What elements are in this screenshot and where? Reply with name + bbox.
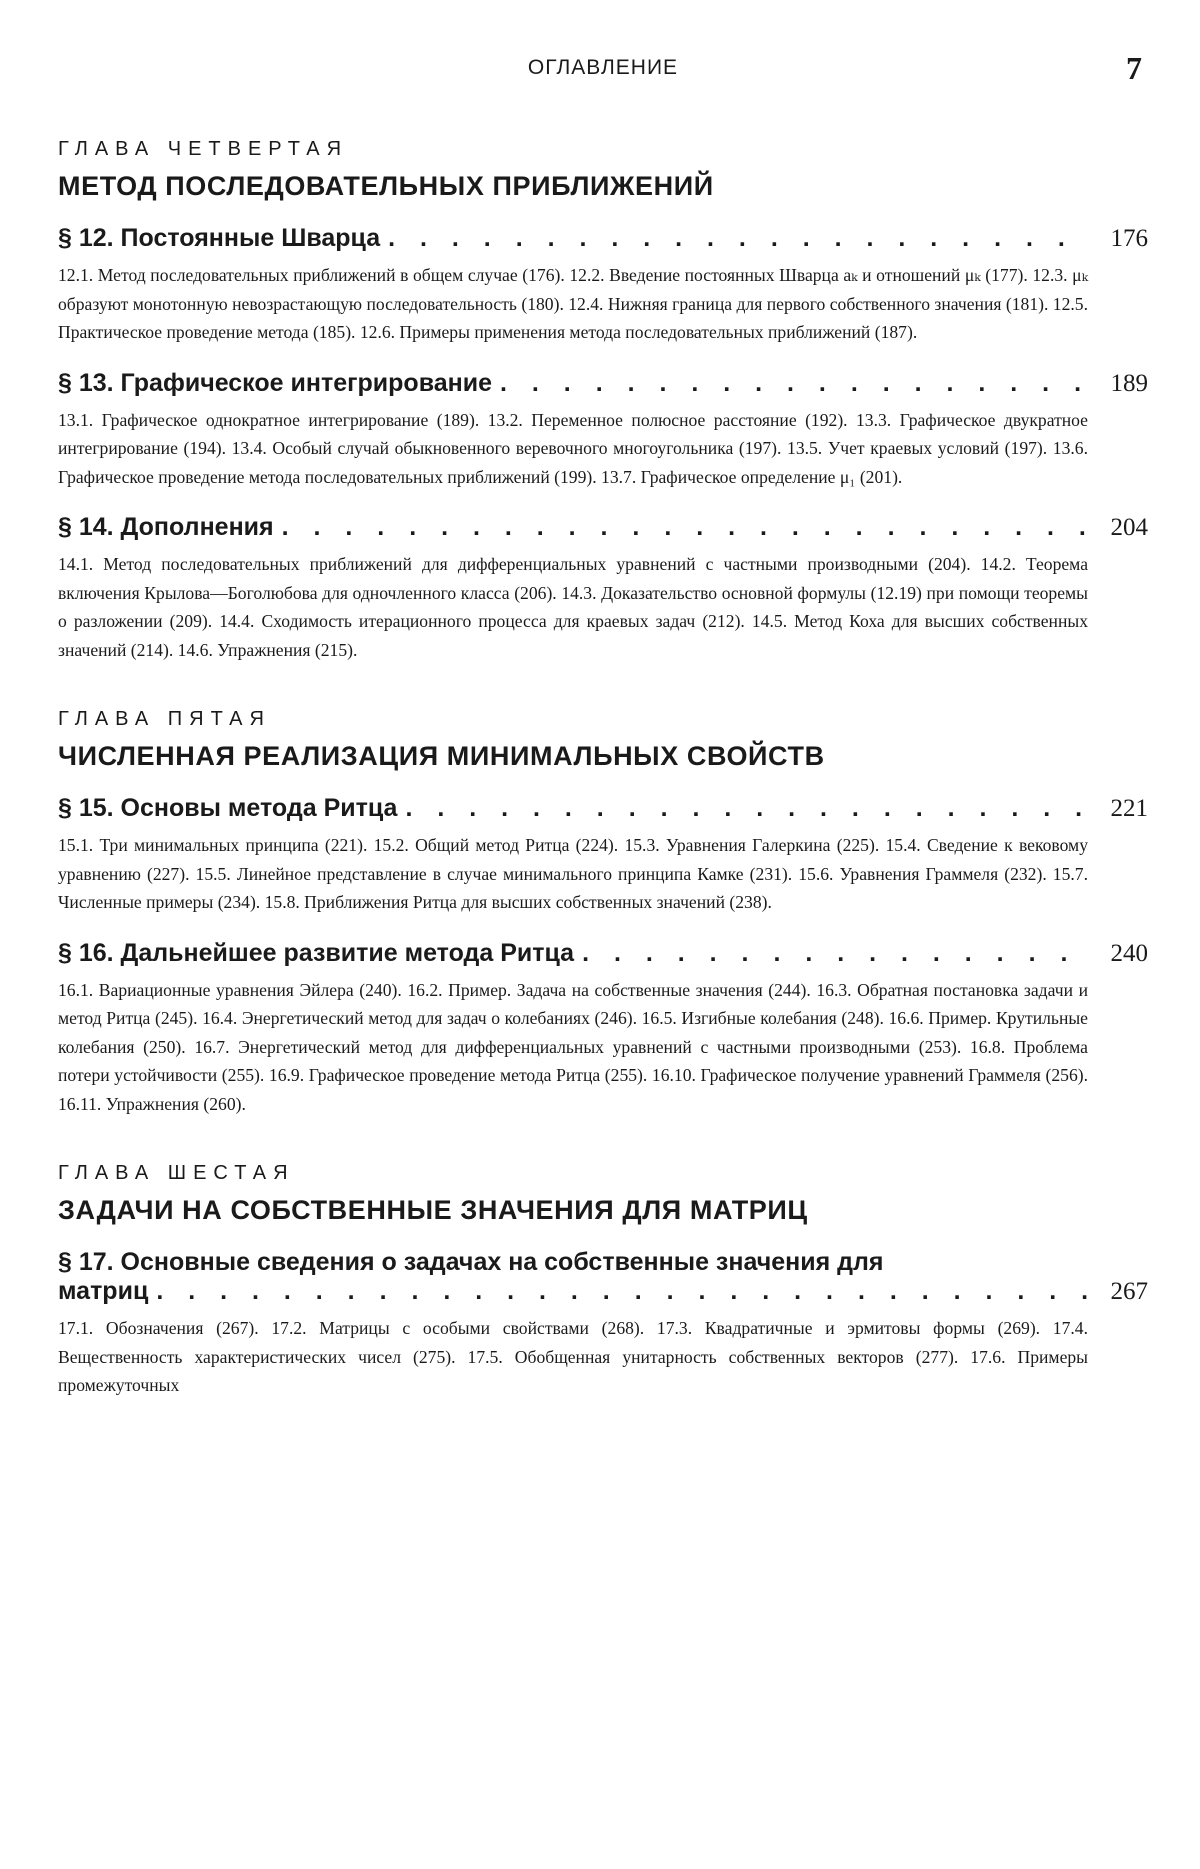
- section-title: § 14. Дополнения: [58, 513, 274, 541]
- section-contents: 14.1. Метод последовательных приближений для дифференциальных уравнений с частными производными (204). 14.2. Теорема включения Крылова—Боголюбова для одночленного класса (206). 14.3. Доказательство основной формулы (12.19) при помощи теоремы о разложении (209). 14.4. Сходимость итерационного процесса для краевых задач (212). 14.5. Метод Коха для высших собственных значений (214). 14.6. Упражнения (215).: [58, 554, 1088, 660]
- chapter-title: ЧИСЛЕННАЯ РЕАЛИЗАЦИЯ МИНИМАЛЬНЫХ СВОЙСТВ: [58, 741, 825, 771]
- section-heading: [58, 224, 1148, 253]
- section-heading: [58, 794, 1148, 823]
- section-page-number: 240: [1110, 939, 1148, 967]
- section-contents: 15.1. Три минимальных принципа (221). 15.2. Общий метод Ритца (224). 15.3. Уравнения Галеркина (225). 15.4. Сведение к вековому уравнению (227). 15.5. Линейное представление в случае минимального принципа Камке (231). 15.6. Уравнения Граммеля (232). 15.7. Численные примеры (234). 15.8. Приближения Ритца для высших собственных значений (238).: [58, 835, 1088, 912]
- section-title: § 17. Основные сведения о задачах на собственные значения для: [58, 1248, 884, 1276]
- section-page-number: 189: [1110, 369, 1148, 397]
- section-contents: 12.1. Метод последовательных приближений в общем случае (176). 12.2. Введение постоянных Шварца aₖ и отношений μₖ (177). 12.3. μₖ образуют монотонную невозрастающую последовательность (180). 12.4. Нижняя граница для первого собственного значения (181). 12.5. Практическое проведение метода (185). 12.6. Примеры применения метода последовательных приближений (187).: [58, 265, 1088, 342]
- chapter-label: ГЛАВА ПЯТАЯ: [58, 708, 271, 730]
- chapter-title: ЗАДАЧИ НА СОБСТВЕННЫЕ ЗНАЧЕНИЯ ДЛЯ МАТРИЦ: [58, 1195, 808, 1225]
- section-contents: 13.1. Графическое однократное интегрирование (189). 13.2. Переменное полюсное расстояние (192). 13.3. Графическое двукратное интегрирование (194). 13.4. Особый случай обыкновенного веревочного многоугольника (197). 13.5. Учет краевых условий (197). 13.6. Графическое проведение метода последовательных приближений (199). 13.7. Графическое определение μ₁ (201).: [58, 409, 1088, 487]
- section-contents: 17.1. Обозначения (267). 17.2. Матрицы с особыми свойствами (268). 17.3. Квадратичные и эрмитовы формы (269). 17.4. Вещественность характеристических чисел (275). 17.5. Обобщенная унитарность собственных векторов (277). 17.6. Примеры промежуточных: [58, 1318, 1088, 1395]
- dot-leader: [500, 369, 1088, 398]
- toc-page: [58, 50, 1148, 1422]
- section-contents: 16.1. Вариационные уравнения Эйлера (240). 16.2. Пример. Задача на собственные значения (244). 16.3. Обратная постановка задачи и метод Ритца (245). 16.4. Энергетический метод для задач о колебаниях (246). 16.5. Изгибные колебания (248). 16.6. Пример. Крутильные колебания (250). 16.7. Энергетический метод для дифференциальных уравнений с частными производными (253). 16.8. Проблема потери устойчивости (255). 16.9. Графическое проведение метода Ритца (255). 16.10. Графическое получение уравнений Граммеля (256). 16.11. Упражнения (260).: [58, 979, 1088, 1114]
- chapter-title: МЕТОД ПОСЛЕДОВАТЕЛЬНЫХ ПРИБЛИЖЕНИЙ: [58, 171, 714, 201]
- section-heading: [58, 1248, 1148, 1306]
- toc-section-12: [58, 224, 1148, 347]
- chapter-five: [58, 708, 1148, 1118]
- section-page-number: 204: [1110, 514, 1148, 541]
- section-page-number: 221: [1110, 795, 1148, 822]
- dot-leader: [405, 794, 1088, 823]
- toc-section-16: [58, 939, 1148, 1119]
- section-page-number: 267: [1110, 1278, 1148, 1305]
- chapter-six: [58, 1162, 1148, 1400]
- toc-section-17: [58, 1248, 1148, 1400]
- section-title-continuation: [58, 1277, 1148, 1306]
- chapter-label: ГЛАВА ШЕСТАЯ: [58, 1162, 295, 1184]
- toc-section-15: [58, 794, 1148, 917]
- page-number: 7: [1126, 50, 1142, 86]
- section-title: § 13. Графическое интегрирование: [58, 368, 493, 397]
- section-page-number: 176: [1110, 225, 1148, 252]
- page-header: [58, 50, 1148, 94]
- section-heading: [58, 939, 1148, 968]
- section-title: § 16. Дальнейшее развитие метода Ритца: [58, 938, 575, 967]
- section-title: § 15. Основы метода Ритца: [58, 794, 398, 822]
- running-title: ОГЛАВЛЕНИЕ: [527, 56, 679, 79]
- dot-leader: [156, 1277, 1088, 1306]
- section-heading: [58, 369, 1148, 398]
- section-title: § 12. Постоянные Шварца: [58, 224, 381, 252]
- dot-leader: [582, 939, 1088, 968]
- section-heading: [58, 513, 1148, 542]
- toc-section-13: [58, 369, 1148, 492]
- toc-section-14: [58, 513, 1148, 664]
- dot-leader: [388, 224, 1088, 253]
- chapter-four: [58, 138, 1148, 664]
- dot-leader: [282, 513, 1088, 542]
- section-title-end: матриц: [58, 1277, 149, 1305]
- chapter-label: ГЛАВА ЧЕТВЕРТАЯ: [58, 138, 349, 160]
